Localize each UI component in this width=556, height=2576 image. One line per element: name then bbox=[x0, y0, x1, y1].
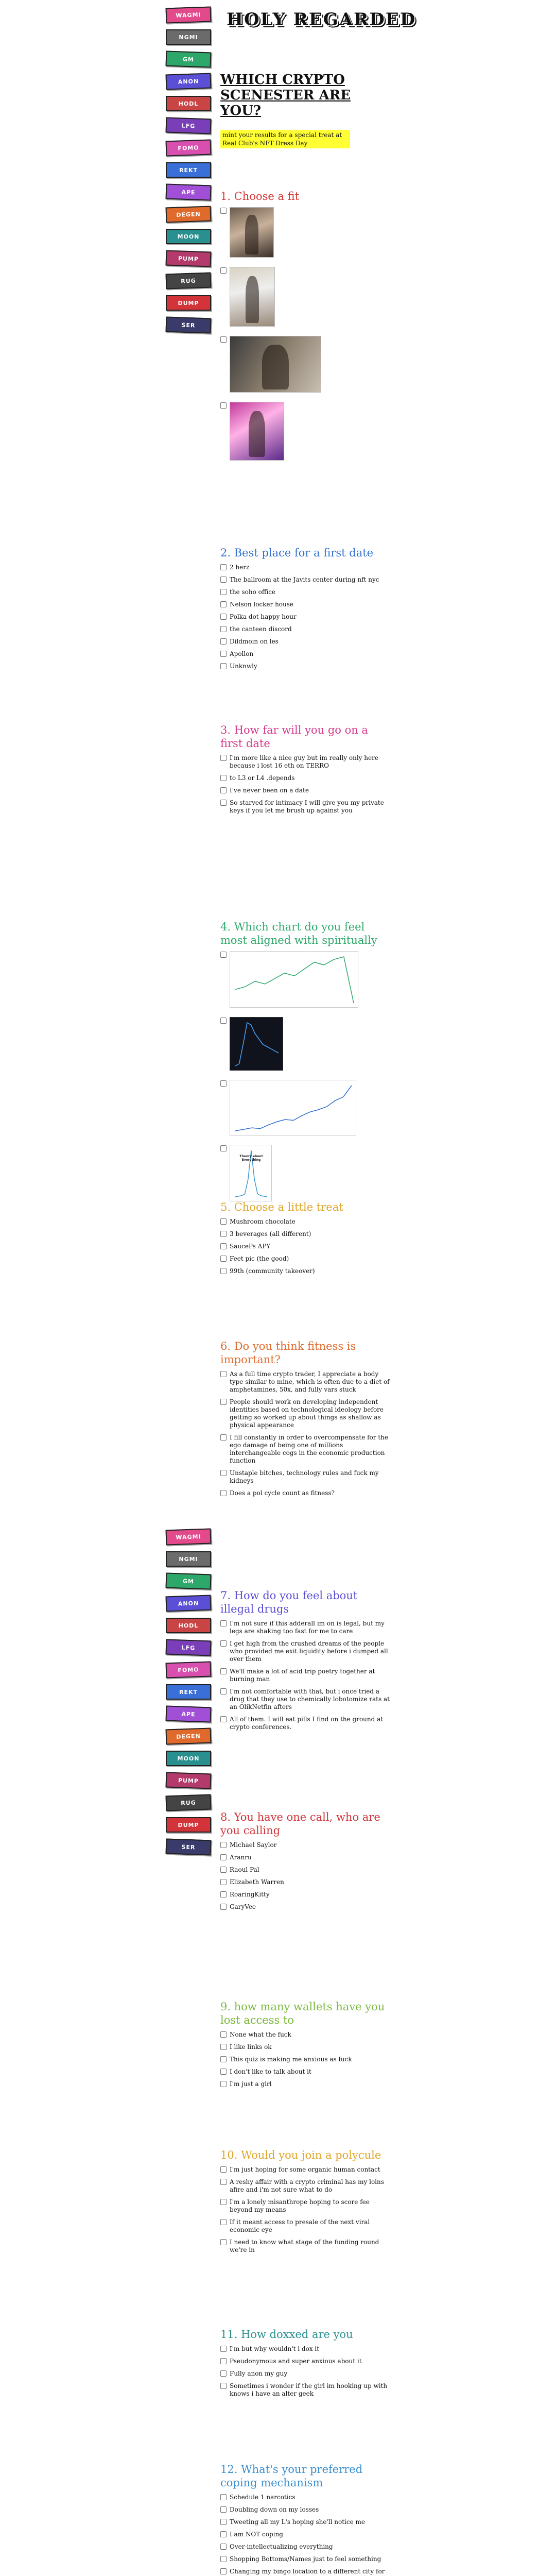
sticker: REKT bbox=[166, 1684, 211, 1700]
answer-option[interactable] bbox=[220, 1716, 390, 1731]
answer-checkbox[interactable] bbox=[220, 638, 227, 645]
answer-text: All of them. I will eat pills I find on the ground at crypto conferences. bbox=[230, 1716, 384, 1731]
answer-checkbox[interactable] bbox=[220, 651, 227, 657]
answer-checkbox[interactable] bbox=[220, 577, 227, 583]
sticker: MOON bbox=[166, 229, 211, 244]
answer-text: Dildmoin on les bbox=[230, 638, 279, 645]
answer-option[interactable] bbox=[220, 564, 390, 571]
answer-text: I need to know what stage of the funding round we're in bbox=[230, 2239, 379, 2253]
answer-text: 3 beverages (all different) bbox=[230, 1230, 311, 1238]
answer-checkbox[interactable] bbox=[220, 1620, 227, 1626]
chart-image[interactable] bbox=[230, 1017, 283, 1071]
answer-checkbox[interactable] bbox=[220, 2081, 227, 2087]
answer-checkbox[interactable] bbox=[220, 1891, 227, 1897]
question-title: 2. Best place for a first date bbox=[220, 547, 374, 559]
answer-text: I'm but why wouldn't i dox it bbox=[230, 2345, 320, 2352]
sticker: FOMO bbox=[166, 139, 212, 156]
page-subtitle: mint your results for a special treat at Real Club's NFT Dress Day bbox=[220, 130, 350, 148]
sticker-column-top bbox=[166, 7, 211, 333]
answer-checkbox[interactable] bbox=[220, 2358, 227, 2364]
question-title: 4. Which chart do you feel most aligned with spiritually bbox=[220, 921, 377, 946]
answer-option[interactable] bbox=[220, 1866, 390, 1874]
answer-text: I get high from the crushed dreams of the people who provided me exit liquidity before i dumped all over them bbox=[230, 1640, 388, 1663]
question-title: 10. Would you join a polycule bbox=[220, 2149, 381, 2161]
sticker: RUG bbox=[166, 1794, 212, 1811]
answer-checkbox[interactable] bbox=[220, 1867, 227, 1873]
sticker: WAGMI bbox=[166, 1528, 212, 1545]
answer-option[interactable] bbox=[220, 2543, 390, 2551]
sticker: REKT bbox=[166, 162, 211, 178]
answer-option[interactable] bbox=[220, 2166, 390, 2174]
answer-option[interactable] bbox=[220, 613, 390, 621]
answer-checkbox[interactable] bbox=[220, 2056, 227, 2062]
answer-option[interactable] bbox=[220, 1469, 390, 1485]
answer-checkbox[interactable] bbox=[220, 1688, 227, 1694]
answer-checkbox[interactable] bbox=[220, 1434, 227, 1440]
answer-checkbox[interactable] bbox=[220, 1145, 227, 1151]
answer-option[interactable] bbox=[220, 2080, 390, 2088]
answer-checkbox[interactable] bbox=[220, 787, 227, 793]
answer-option[interactable] bbox=[220, 588, 390, 596]
sticker: MOON bbox=[166, 1751, 211, 1766]
answer-text: Fully anon my guy bbox=[230, 2370, 288, 2377]
answer-text: I'm more like a nice guy but im really only here because i lost 16 eth on TERRO bbox=[230, 754, 378, 769]
answer-option[interactable] bbox=[220, 2043, 390, 2051]
answer-checkbox[interactable] bbox=[220, 1904, 227, 1910]
answer-text: I am NOT coping bbox=[230, 2531, 283, 2538]
answer-option[interactable] bbox=[220, 1878, 390, 1886]
answer-checkbox[interactable] bbox=[220, 2346, 227, 2352]
answer-checkbox[interactable] bbox=[220, 601, 227, 607]
answer-option[interactable] bbox=[220, 1434, 390, 1465]
answer-option[interactable] bbox=[220, 2218, 390, 2234]
answer-text: Does a pol cycle count as fitness? bbox=[230, 1489, 335, 1497]
answer-checkbox[interactable] bbox=[220, 2519, 227, 2525]
person-silhouette bbox=[246, 276, 259, 323]
answer-checkbox[interactable] bbox=[220, 2531, 227, 2537]
answer-option[interactable] bbox=[220, 1640, 390, 1663]
sticker: DEGEN bbox=[166, 1727, 212, 1744]
sticker: SER bbox=[166, 1838, 212, 1855]
answer-text: People should work on developing independent identities based on technological ideology before getting so worked up about things as shallow as physical appearance bbox=[230, 1398, 384, 1429]
sticker: SER bbox=[166, 316, 212, 333]
chart-svg bbox=[230, 1145, 272, 1202]
answer-text: I'm just a girl bbox=[230, 2080, 272, 2088]
answer-checkbox[interactable] bbox=[220, 2199, 227, 2205]
chart-svg bbox=[230, 1080, 357, 1136]
question-title: 6. Do you think fitness is important? bbox=[220, 1340, 356, 1366]
sticker: HODL bbox=[166, 1618, 211, 1633]
sticker: PUMP bbox=[166, 250, 212, 267]
sticker: APE bbox=[166, 1705, 212, 1722]
answer-text: Sometimes i wonder if the girl im hooking up with knows i have an alter geek bbox=[230, 2382, 388, 2397]
answer-checkbox[interactable] bbox=[220, 564, 227, 570]
answer-checkbox[interactable] bbox=[220, 2370, 227, 2377]
answer-text: GaryVee bbox=[230, 1903, 256, 1910]
question-8 bbox=[220, 1810, 390, 1916]
answer-checkbox[interactable] bbox=[220, 952, 227, 958]
answer-text: the canteen discord bbox=[230, 625, 292, 633]
question-title: 3. How far will you go on a first date bbox=[220, 724, 368, 750]
answer-option[interactable] bbox=[220, 1688, 390, 1711]
answer-text: I fill constantly in order to overcompensate for the ego damage of being one of millions interchangeable cogs in the economic production function bbox=[230, 1434, 388, 1464]
answer-checkbox[interactable] bbox=[220, 402, 227, 409]
answer-checkbox[interactable] bbox=[220, 2031, 227, 2038]
answer-text: Feet pic (the good) bbox=[230, 1255, 289, 1262]
sticker: APE bbox=[166, 183, 212, 200]
question-title: 11. How doxxed are you bbox=[220, 2328, 353, 2341]
chart-answer[interactable] bbox=[220, 1017, 390, 1071]
question-7 bbox=[220, 1589, 390, 1736]
answer-checkbox[interactable] bbox=[220, 1371, 227, 1377]
answer-checkbox[interactable] bbox=[220, 2179, 227, 2185]
person-silhouette bbox=[245, 215, 258, 255]
answer-option[interactable] bbox=[220, 1620, 390, 1635]
answer-checkbox[interactable] bbox=[220, 1399, 227, 1405]
answer-option[interactable] bbox=[220, 1267, 390, 1275]
sticker: FOMO bbox=[166, 1661, 212, 1678]
site-logo[interactable]: HOLY REGARDED bbox=[227, 9, 416, 30]
sticker: NGMI bbox=[166, 1551, 211, 1567]
person-silhouette bbox=[262, 345, 289, 389]
answer-checkbox[interactable] bbox=[220, 1243, 227, 1249]
question-5 bbox=[220, 1200, 390, 1280]
answer-option[interactable] bbox=[220, 2031, 390, 2039]
answer-text: Unknwly bbox=[230, 663, 257, 670]
chart-series-line bbox=[235, 957, 354, 1003]
answer-option[interactable] bbox=[220, 2068, 390, 2076]
answer-checkbox[interactable] bbox=[220, 1256, 227, 1262]
answer-option[interactable] bbox=[220, 1841, 390, 1849]
answer-text: Pseudonymous and super anxious about it bbox=[230, 2358, 362, 2365]
answer-option[interactable] bbox=[220, 754, 390, 770]
outfit-photo[interactable] bbox=[230, 336, 321, 393]
answer-text: 2 herz bbox=[230, 564, 250, 571]
answer-option[interactable] bbox=[220, 787, 390, 794]
sticker: LFG bbox=[166, 1639, 212, 1656]
answer-option[interactable] bbox=[220, 1243, 390, 1250]
answer-option[interactable] bbox=[220, 2178, 390, 2194]
answer-text: Apollon bbox=[230, 650, 254, 657]
answer-text: Unstaple bitches, technology rules and fuck my kidneys bbox=[230, 1469, 379, 1484]
sticker: DEGEN bbox=[166, 206, 212, 223]
answer-option[interactable] bbox=[220, 576, 390, 584]
image-answer[interactable] bbox=[220, 336, 390, 393]
sticker: NGMI bbox=[166, 29, 211, 45]
answer-option[interactable] bbox=[220, 638, 390, 646]
answer-text: Tweeting all my L's hoping she'll notice me bbox=[230, 2518, 365, 2526]
sticker: GM bbox=[166, 50, 212, 67]
answer-checkbox[interactable] bbox=[220, 2044, 227, 2050]
answer-option[interactable] bbox=[220, 1230, 390, 1238]
answer-checkbox[interactable] bbox=[220, 1231, 227, 1237]
answer-checkbox[interactable] bbox=[220, 2166, 227, 2173]
answer-text: Mushroom chocolate bbox=[230, 1218, 296, 1225]
answer-checkbox[interactable] bbox=[220, 1854, 227, 1860]
chart-svg bbox=[230, 1018, 284, 1071]
question-title: 8. You have one call, who are you calling bbox=[220, 1811, 380, 1837]
answer-checkbox[interactable] bbox=[220, 663, 227, 669]
answer-text: Elizabeth Warren bbox=[230, 1878, 284, 1886]
chart-answer[interactable] bbox=[220, 951, 390, 1008]
answer-text: I'm not sure if this adderall im on is legal, but my legs are shaking too fast for me to care bbox=[230, 1620, 385, 1635]
image-answer[interactable] bbox=[220, 402, 390, 461]
answer-option[interactable] bbox=[220, 2345, 390, 2353]
sticker: RUG bbox=[166, 272, 212, 289]
question-4 bbox=[220, 920, 390, 1211]
answer-checkbox[interactable] bbox=[220, 1268, 227, 1274]
answer-option[interactable] bbox=[220, 2555, 390, 2563]
answer-checkbox[interactable] bbox=[220, 2069, 227, 2075]
chart-answer[interactable] bbox=[220, 1080, 390, 1136]
answer-text: I don't like to talk about it bbox=[230, 2068, 311, 2075]
answer-option[interactable] bbox=[220, 1903, 390, 1911]
answer-text: Shopping Bottoms/Names just to feel something bbox=[230, 2555, 381, 2563]
answer-text: Schedule 1 narcotics bbox=[230, 2494, 296, 2501]
answer-option[interactable] bbox=[220, 1854, 390, 1861]
answer-option[interactable] bbox=[220, 1370, 390, 1394]
answer-option[interactable] bbox=[220, 1255, 390, 1263]
answer-text: A reshy affair with a crypto criminal has my loins afire and i'm not sure what to do bbox=[230, 2178, 384, 2193]
answer-checkbox[interactable] bbox=[220, 2506, 227, 2513]
answer-checkbox[interactable] bbox=[220, 2239, 227, 2245]
sticker: DUMP bbox=[166, 295, 211, 311]
chart-image[interactable] bbox=[230, 1080, 356, 1136]
answer-option[interactable] bbox=[220, 774, 390, 782]
question-11 bbox=[220, 2328, 390, 2402]
question-title: 9. how many wallets have you lost access to bbox=[220, 2001, 385, 2026]
chart-image[interactable] bbox=[230, 1145, 272, 1201]
answer-option[interactable] bbox=[220, 663, 390, 670]
answer-text: to L3 or L4 .depends bbox=[230, 774, 295, 782]
answer-option[interactable] bbox=[220, 2056, 390, 2063]
sticker: DUMP bbox=[166, 1817, 211, 1833]
question-title: 7. How do you feel about illegal drugs bbox=[220, 1589, 358, 1615]
answer-text: the soho office bbox=[230, 588, 276, 596]
question-1 bbox=[220, 190, 390, 470]
answer-option[interactable] bbox=[220, 2531, 390, 2538]
answer-text: If it meant access to presale of the next viral economic eye bbox=[230, 2218, 370, 2233]
answer-checkbox[interactable] bbox=[220, 2556, 227, 2562]
answer-text: Aranru bbox=[230, 1854, 252, 1861]
answer-text: The ballroom at the Javits center during nft nyc bbox=[230, 576, 379, 583]
answer-checkbox[interactable] bbox=[220, 1470, 227, 1476]
answer-text: Raoul Pal bbox=[230, 1866, 259, 1873]
answer-option[interactable] bbox=[220, 2358, 390, 2365]
answer-text: Doubling down on my losses bbox=[230, 2506, 319, 2513]
answer-text: So starved for intimacy I will give you my private keys if you let me brush up against you bbox=[230, 799, 384, 814]
answer-option[interactable] bbox=[220, 650, 390, 658]
answer-checkbox[interactable] bbox=[220, 1716, 227, 1722]
answer-checkbox[interactable] bbox=[220, 2494, 227, 2500]
answer-text: As a full time crypto trader, I appreciate a body type similar to mine, which is often due to a diet of amphetamines, 50x, and fully vars stuck bbox=[230, 1370, 390, 1393]
answer-checkbox[interactable] bbox=[220, 1018, 227, 1024]
answer-option[interactable] bbox=[220, 2494, 390, 2501]
answer-text: I like links ok bbox=[230, 2043, 272, 2050]
question-title: 12. What's your preferred coping mechanism bbox=[220, 2463, 363, 2489]
sticker: ANON bbox=[166, 1595, 212, 1612]
answer-text: SaucePs APY bbox=[230, 1243, 271, 1250]
sticker: GM bbox=[166, 1572, 212, 1589]
question-9 bbox=[220, 2000, 390, 2093]
answer-option[interactable] bbox=[220, 1218, 390, 1226]
answer-text: Over-intellectualizing everything bbox=[230, 2543, 333, 2550]
answer-option[interactable] bbox=[220, 1668, 390, 1683]
answer-option[interactable] bbox=[220, 2370, 390, 2378]
answer-checkbox[interactable] bbox=[220, 775, 227, 781]
answer-checkbox[interactable] bbox=[220, 2219, 227, 2225]
answer-option[interactable] bbox=[220, 2568, 390, 2576]
question-6 bbox=[220, 1340, 390, 1502]
answer-checkbox[interactable] bbox=[220, 2383, 227, 2389]
chart-series-line bbox=[235, 1023, 279, 1066]
answer-checkbox[interactable] bbox=[220, 1879, 227, 1885]
answer-checkbox[interactable] bbox=[220, 1668, 227, 1674]
answer-checkbox[interactable] bbox=[220, 589, 227, 595]
sticker: LFG bbox=[166, 117, 212, 134]
answer-checkbox[interactable] bbox=[220, 2544, 227, 2550]
answer-checkbox[interactable] bbox=[220, 1640, 227, 1647]
sticker: PUMP bbox=[166, 1772, 212, 1789]
outfit-photo[interactable] bbox=[230, 207, 274, 258]
answer-text: None what the fuck bbox=[230, 2031, 291, 2038]
outfit-photo[interactable] bbox=[230, 267, 275, 327]
answer-text: We'll make a lot of acid trip poetry together at burning man bbox=[230, 1668, 375, 1683]
question-10 bbox=[220, 2148, 390, 2259]
answer-option[interactable] bbox=[220, 1398, 390, 1429]
answer-text: I've never been on a date bbox=[230, 787, 309, 794]
chart-caption: Theory about Everything bbox=[239, 1155, 263, 1162]
answer-option[interactable] bbox=[220, 1891, 390, 1899]
question-title: 5. Choose a little treat bbox=[220, 1201, 343, 1213]
image-answer[interactable] bbox=[220, 207, 390, 258]
answer-checkbox[interactable] bbox=[220, 800, 227, 806]
answer-checkbox[interactable] bbox=[220, 1080, 227, 1087]
answer-option[interactable] bbox=[220, 2506, 390, 2514]
answer-text: Changing my bingo location to a different city for bbox=[230, 2568, 385, 2575]
chart-answer[interactable] bbox=[220, 1145, 390, 1201]
answer-text: Polka dot happy hour bbox=[230, 613, 297, 620]
outfit-photo[interactable] bbox=[230, 402, 284, 461]
answer-text: I'm not comfortable with that, but i once tried a drug that they use to chemically lobotomize rats at an OlikNetfin afters bbox=[230, 1688, 390, 1710]
answer-checkbox[interactable] bbox=[220, 1842, 227, 1848]
answer-checkbox[interactable] bbox=[220, 267, 227, 274]
answer-option[interactable] bbox=[220, 625, 390, 633]
sticker-column-middle bbox=[166, 1529, 211, 1855]
answer-checkbox[interactable] bbox=[220, 2568, 227, 2574]
sticker: ANON bbox=[166, 73, 212, 90]
chart-series-line bbox=[235, 1086, 352, 1131]
question-3 bbox=[220, 723, 390, 819]
answer-text: I'm a lonely misanthrope hoping to score fee beyond my means bbox=[230, 2198, 370, 2213]
answer-checkbox[interactable] bbox=[220, 755, 227, 761]
sticker: HODL bbox=[166, 96, 211, 111]
answer-option[interactable] bbox=[220, 2518, 390, 2526]
answer-text: This quiz is making me anxious as fuck bbox=[230, 2056, 352, 2063]
answer-text: 99th (community takeover) bbox=[230, 1267, 315, 1275]
answer-option[interactable] bbox=[220, 2239, 390, 2254]
image-answer[interactable] bbox=[220, 267, 390, 327]
question-12 bbox=[220, 2463, 390, 2576]
question-title: 1. Choose a fit bbox=[220, 190, 300, 202]
answer-text: I'm just hoping for some organic human contact bbox=[230, 2166, 380, 2173]
answer-option[interactable] bbox=[220, 1489, 390, 1497]
chart-image[interactable] bbox=[230, 951, 358, 1008]
answer-checkbox[interactable] bbox=[220, 208, 227, 214]
answer-option[interactable] bbox=[220, 2198, 390, 2214]
sticker: WAGMI bbox=[166, 6, 212, 23]
answer-text: Michael Saylor bbox=[230, 1841, 277, 1849]
answer-checkbox[interactable] bbox=[220, 1218, 227, 1225]
chart-svg bbox=[230, 952, 359, 1008]
answer-checkbox[interactable] bbox=[220, 626, 227, 632]
answer-option[interactable] bbox=[220, 799, 390, 815]
answer-checkbox[interactable] bbox=[220, 1490, 227, 1496]
answer-checkbox[interactable] bbox=[220, 614, 227, 620]
answer-text: RoaringKitty bbox=[230, 1891, 270, 1898]
answer-option[interactable] bbox=[220, 2382, 390, 2398]
answer-text: Nelson locker house bbox=[230, 601, 294, 608]
page-title: WHICH CRYPTO SCENESTER ARE YOU? bbox=[220, 72, 351, 118]
answer-checkbox[interactable] bbox=[220, 336, 227, 343]
answer-option[interactable] bbox=[220, 601, 390, 608]
person-silhouette bbox=[249, 411, 265, 457]
question-2 bbox=[220, 546, 390, 675]
